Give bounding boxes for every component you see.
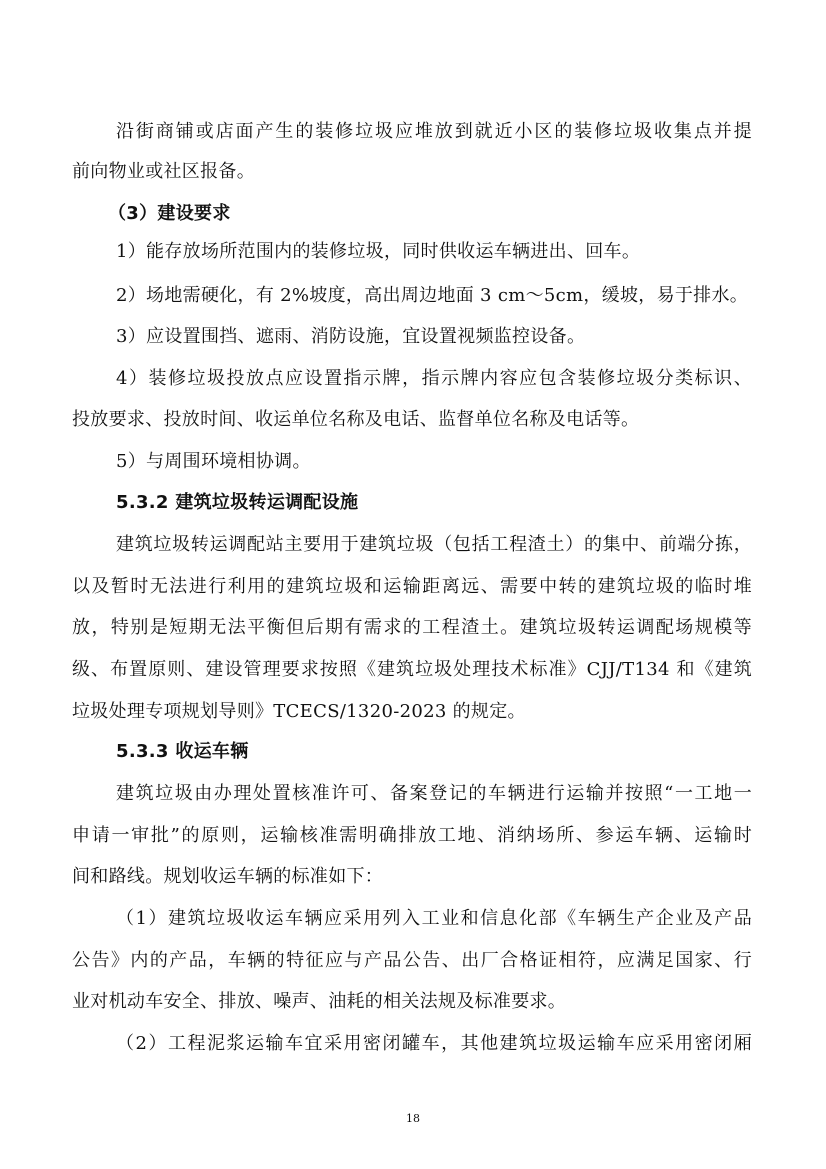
list-item: 1）能存放场所范围内的装修垃圾，同时供收运车辆进出、回车。 xyxy=(116,241,641,262)
section-heading: 5.3.2 建筑垃圾转运调配设施 xyxy=(116,492,359,513)
paragraph-line: 沿街商铺或店面产生的装修垃圾应堆放到就近小区的装修垃圾收集点并提 xyxy=(116,121,752,142)
list-item: 2）场地需硬化，有 2%坡度，高出周边地面 3 cm～5cm，缓坡，易于排水。 xyxy=(116,285,749,306)
list-item: 4）装修垃圾投放点应设置指示牌，指示牌内容应包含装修垃圾分类标识、 xyxy=(116,368,752,389)
paragraph-line: 公告》内的产品，车辆的特征应与产品公告、出厂合格证相符，应满足国家、行 xyxy=(72,950,752,971)
paragraph-line: 垃圾处理专项规划导则》TCECS/1320-2023 的规定。 xyxy=(72,701,526,722)
paragraph-line: （1）建筑垃圾收运车辆应采用列入工业和信息化部《车辆生产企业及产品 xyxy=(116,908,752,929)
paragraph-line: 申请一审批”的原则，运输核准需明确排放工地、消纳场所、参运车辆、运输时 xyxy=(72,825,752,846)
paragraph-line: 以及暂时无法进行利用的建筑垃圾和运输距离远、需要中转的建筑垃圾的临时堆 xyxy=(72,576,752,597)
paragraph-line: （2）工程泥浆运输车宜采用密闭罐车，其他建筑垃圾运输车应采用密闭厢 xyxy=(116,1033,752,1054)
page-number: 18 xyxy=(406,1112,420,1125)
subsection-heading: （3）建设要求 xyxy=(108,203,231,224)
paragraph-line: 建筑垃圾转运调配站主要用于建筑垃圾（包括工程渣土）的集中、前端分拣， xyxy=(116,534,752,555)
list-item-continuation: 投放要求、投放时间、收运单位名称及电话、监督单位名称及电话等。 xyxy=(72,409,640,430)
paragraph-line: 间和路线。规划收运车辆的标准如下： xyxy=(72,866,384,887)
section-heading: 5.3.3 收运车辆 xyxy=(116,741,249,762)
list-item: 5）与周围环境相协调。 xyxy=(116,451,311,472)
paragraph-line: 放，特别是短期无法平衡但后期有需求的工程渣土。建筑垃圾转运调配场规模等 xyxy=(72,617,752,638)
paragraph-line: 前向物业或社区报备。 xyxy=(72,161,255,182)
paragraph-line: 业对机动车安全、排放、噪声、油耗的相关法规及标准要求。 xyxy=(72,991,567,1012)
paragraph-line: 级、布置原则、建设管理要求按照《建筑垃圾处理技术标准》CJJ/T134 和《建筑 xyxy=(72,659,752,680)
list-item: 3）应设置围挡、遮雨、消防设施，宜设置视频监控设备。 xyxy=(116,326,586,347)
paragraph-line: 建筑垃圾由办理处置核准许可、备案登记的车辆进行运输并按照“一工地一 xyxy=(116,783,752,804)
